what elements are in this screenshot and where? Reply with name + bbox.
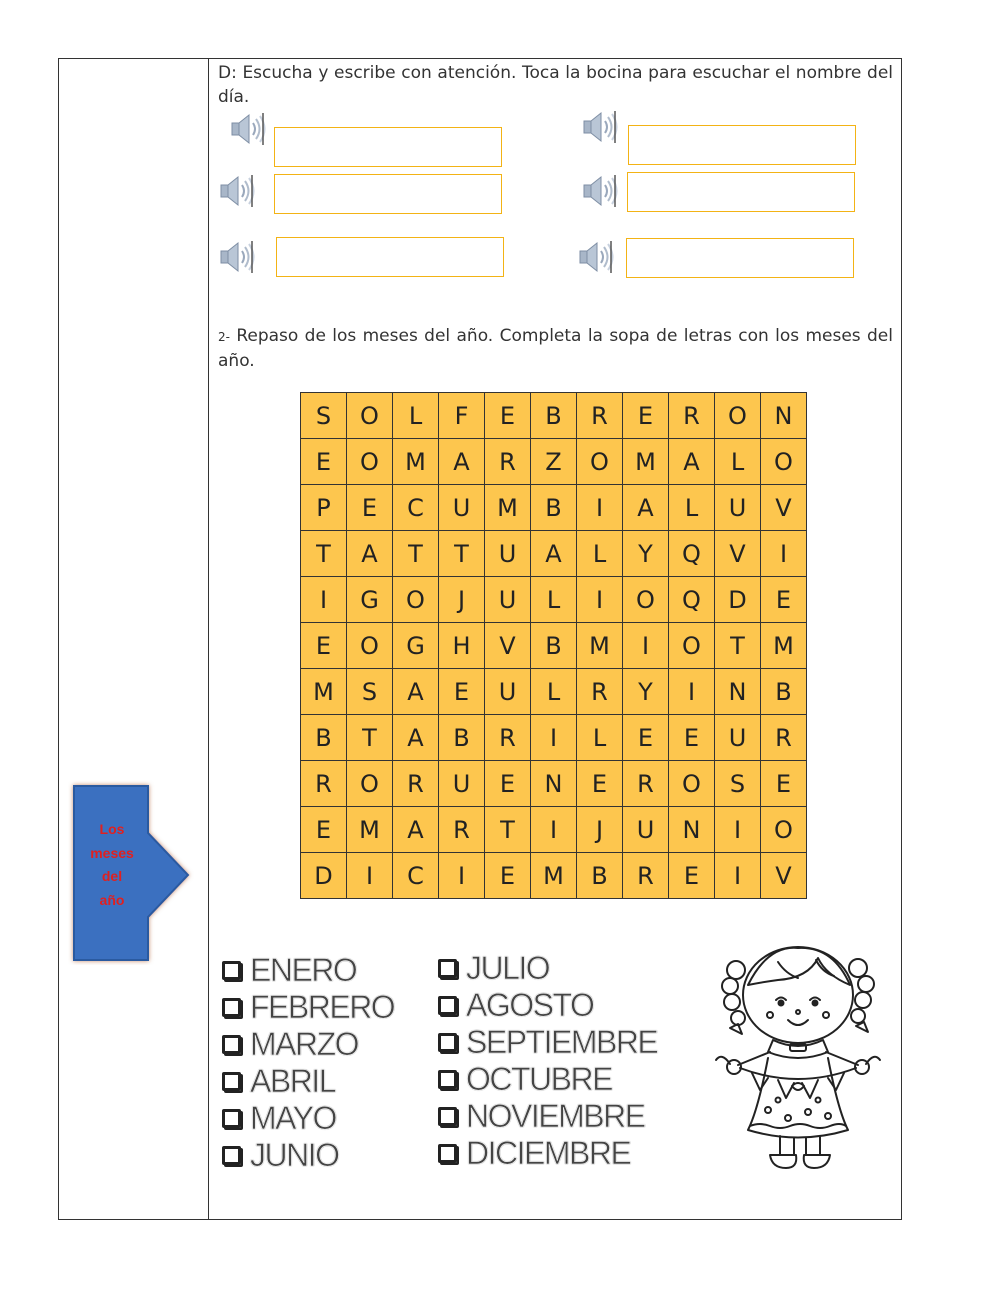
answer-box-6[interactable] xyxy=(626,238,854,278)
grid-cell[interactable]: B xyxy=(531,393,577,439)
girl-illustration xyxy=(708,940,890,1175)
grid-row xyxy=(301,853,807,899)
grid-row xyxy=(301,623,807,669)
grid-row xyxy=(301,439,807,485)
grid-cell[interactable]: I xyxy=(623,623,669,669)
grid-cell[interactable]: I xyxy=(347,853,393,899)
answer-box-3[interactable] xyxy=(274,174,502,214)
grid-cell[interactable]: M xyxy=(531,853,577,899)
grid-cell[interactable]: A xyxy=(531,531,577,577)
grid-cell[interactable]: U xyxy=(623,807,669,853)
grid-cell[interactable]: M xyxy=(301,669,347,715)
grid-cell[interactable]: C xyxy=(393,485,439,531)
month-item[interactable] xyxy=(438,950,657,987)
grid-cell[interactable]: I xyxy=(715,807,761,853)
grid-cell[interactable]: E xyxy=(623,715,669,761)
checkbox-icon[interactable] xyxy=(438,1070,457,1089)
grid-cell[interactable]: U xyxy=(439,761,485,807)
grid-cell[interactable]: J xyxy=(577,807,623,853)
grid-cell[interactable]: E xyxy=(761,577,807,623)
grid-cell[interactable]: T xyxy=(715,623,761,669)
grid-cell[interactable]: U xyxy=(439,485,485,531)
grid-cell[interactable]: I xyxy=(531,807,577,853)
grid-cell[interactable]: O xyxy=(623,577,669,623)
grid-cell[interactable]: B xyxy=(577,853,623,899)
checkbox-icon[interactable] xyxy=(438,1144,457,1163)
grid-cell[interactable]: R xyxy=(439,807,485,853)
grid-cell[interactable]: E xyxy=(485,853,531,899)
grid-cell[interactable]: E xyxy=(347,485,393,531)
grid-cell[interactable]: R xyxy=(669,393,715,439)
grid-cell[interactable]: I xyxy=(577,577,623,623)
grid-row xyxy=(301,715,807,761)
grid-cell[interactable]: O xyxy=(761,439,807,485)
grid-cell[interactable]: M xyxy=(623,439,669,485)
grid-cell[interactable]: U xyxy=(485,577,531,623)
grid-cell[interactable]: A xyxy=(393,715,439,761)
callout-line: meses xyxy=(90,844,134,861)
grid-cell[interactable]: N xyxy=(531,761,577,807)
month-label: ENERO xyxy=(250,952,357,988)
grid-cell[interactable]: O xyxy=(393,577,439,623)
grid-cell[interactable]: T xyxy=(485,807,531,853)
section-2-instruction xyxy=(218,324,893,373)
grid-cell[interactable]: B xyxy=(439,715,485,761)
checkbox-icon[interactable] xyxy=(438,1107,457,1126)
month-item[interactable] xyxy=(222,1100,394,1137)
month-item[interactable] xyxy=(222,1063,394,1100)
grid-cell[interactable]: A xyxy=(393,669,439,715)
grid-cell[interactable]: I xyxy=(761,531,807,577)
grid-cell[interactable]: Z xyxy=(531,439,577,485)
month-label: OCTUBRE xyxy=(466,1061,612,1097)
grid-cell[interactable]: O xyxy=(347,761,393,807)
grid-cell[interactable]: V xyxy=(761,853,807,899)
grid-cell[interactable]: O xyxy=(669,761,715,807)
checkbox-icon[interactable] xyxy=(222,1035,241,1054)
grid-cell[interactable]: R xyxy=(485,715,531,761)
grid-cell[interactable]: B xyxy=(761,669,807,715)
grid-cell[interactable]: Y xyxy=(623,669,669,715)
grid-cell[interactable]: T xyxy=(301,531,347,577)
grid-row xyxy=(301,531,807,577)
month-label: AGOSTO xyxy=(466,987,594,1023)
grid-cell[interactable]: E xyxy=(439,669,485,715)
grid-cell[interactable]: N xyxy=(761,393,807,439)
grid-cell[interactable]: D xyxy=(301,853,347,899)
grid-cell[interactable]: M xyxy=(393,439,439,485)
month-label: MAYO xyxy=(250,1100,336,1136)
month-item[interactable] xyxy=(222,952,394,989)
grid-row xyxy=(301,393,807,439)
month-label: FEBRERO xyxy=(250,989,395,1025)
speaker-icon[interactable] xyxy=(230,110,266,148)
grid-cell[interactable]: V xyxy=(485,623,531,669)
grid-cell[interactable]: L xyxy=(531,577,577,623)
checkbox-icon[interactable] xyxy=(222,1109,241,1128)
callout-line: del xyxy=(101,868,123,884)
grid-cell[interactable]: E xyxy=(485,393,531,439)
month-label: SEPTIEMBRE xyxy=(466,1024,658,1060)
grid-cell[interactable]: E xyxy=(669,853,715,899)
month-label: NOVIEMBRE xyxy=(466,1098,645,1134)
grid-cell[interactable]: Q xyxy=(669,531,715,577)
checkbox-icon[interactable] xyxy=(438,996,457,1015)
grid-cell[interactable]: I xyxy=(715,853,761,899)
grid-cell[interactable]: M xyxy=(347,807,393,853)
grid-cell[interactable]: B xyxy=(531,485,577,531)
section-2-number: 2- xyxy=(218,330,230,344)
month-list-right xyxy=(438,950,657,1172)
grid-cell[interactable]: O xyxy=(347,393,393,439)
grid-cell[interactable]: F xyxy=(439,393,485,439)
grid-cell[interactable]: G xyxy=(347,577,393,623)
grid-cell[interactable]: U xyxy=(715,715,761,761)
grid-cell[interactable]: R xyxy=(577,393,623,439)
grid-cell[interactable]: L xyxy=(715,439,761,485)
grid-row xyxy=(301,807,807,853)
grid-cell[interactable]: A xyxy=(393,807,439,853)
grid-cell[interactable]: U xyxy=(485,531,531,577)
grid-cell[interactable]: R xyxy=(623,761,669,807)
grid-cell[interactable]: O xyxy=(669,623,715,669)
word-search-grid xyxy=(300,392,807,899)
checkbox-icon[interactable] xyxy=(438,959,457,978)
grid-cell[interactable]: B xyxy=(531,623,577,669)
grid-cell[interactable]: D xyxy=(715,577,761,623)
grid-cell[interactable]: E xyxy=(623,393,669,439)
answer-box-4[interactable] xyxy=(627,172,855,212)
section-d-instruction: D: Escucha y escribe con atención. Toca la bocina para escuchar el nombre del día. xyxy=(218,63,893,107)
grid-cell[interactable]: I xyxy=(531,715,577,761)
grid-cell[interactable]: R xyxy=(485,439,531,485)
checkbox-icon[interactable] xyxy=(222,1146,241,1165)
grid-cell[interactable]: O xyxy=(715,393,761,439)
answer-box-5[interactable] xyxy=(276,237,504,277)
grid-cell[interactable]: M xyxy=(485,485,531,531)
grid-cell[interactable]: A xyxy=(347,531,393,577)
grid-cell[interactable]: V xyxy=(761,485,807,531)
grid-cell[interactable]: N xyxy=(669,807,715,853)
speaker-icon[interactable] xyxy=(578,238,614,276)
grid-cell[interactable]: S xyxy=(715,761,761,807)
callout-line: Los xyxy=(99,821,125,837)
grid-cell[interactable]: B xyxy=(301,715,347,761)
month-item[interactable] xyxy=(222,989,394,1026)
grid-cell[interactable]: S xyxy=(301,393,347,439)
grid-cell[interactable]: T xyxy=(347,715,393,761)
grid-cell[interactable]: C xyxy=(393,853,439,899)
grid-cell[interactable]: E xyxy=(301,623,347,669)
grid-cell[interactable]: Q xyxy=(669,577,715,623)
grid-cell[interactable]: R xyxy=(577,669,623,715)
speaker-icon[interactable] xyxy=(582,108,618,146)
month-item[interactable] xyxy=(438,1135,657,1172)
month-label: JULIO xyxy=(466,950,550,986)
grid-cell[interactable]: L xyxy=(393,393,439,439)
grid-cell[interactable]: G xyxy=(393,623,439,669)
grid-cell[interactable]: R xyxy=(623,853,669,899)
grid-cell[interactable]: T xyxy=(393,531,439,577)
grid-cell[interactable]: O xyxy=(347,439,393,485)
grid-cell[interactable]: Y xyxy=(623,531,669,577)
grid-cell[interactable]: A xyxy=(439,439,485,485)
grid-cell[interactable]: J xyxy=(439,577,485,623)
grid-cell[interactable]: A xyxy=(623,485,669,531)
answer-box-1[interactable] xyxy=(274,127,502,167)
grid-cell[interactable]: L xyxy=(577,531,623,577)
grid-cell[interactable]: E xyxy=(761,761,807,807)
checkbox-icon[interactable] xyxy=(222,998,241,1017)
grid-cell[interactable]: E xyxy=(577,761,623,807)
grid-cell[interactable]: U xyxy=(485,669,531,715)
month-label: JUNIO xyxy=(250,1137,339,1173)
grid-cell[interactable]: I xyxy=(439,853,485,899)
grid-cell[interactable]: O xyxy=(347,623,393,669)
column-divider xyxy=(208,58,209,1220)
grid-cell[interactable]: S xyxy=(347,669,393,715)
grid-cell[interactable]: M xyxy=(761,623,807,669)
callout-label xyxy=(74,818,150,912)
grid-cell[interactable]: L xyxy=(577,715,623,761)
section-2-text: Repaso de los meses del año. Completa la sopa de letras con los meses del año. xyxy=(218,326,893,371)
grid-row xyxy=(301,761,807,807)
checkbox-icon[interactable] xyxy=(438,1033,457,1052)
grid-cell[interactable]: R xyxy=(393,761,439,807)
month-item[interactable] xyxy=(438,987,657,1024)
grid-cell[interactable]: E xyxy=(301,439,347,485)
month-item[interactable] xyxy=(438,1061,657,1098)
grid-cell[interactable]: H xyxy=(439,623,485,669)
grid-cell[interactable]: R xyxy=(761,715,807,761)
grid-cell[interactable]: A xyxy=(669,439,715,485)
grid-cell[interactable]: O xyxy=(577,439,623,485)
checkbox-icon[interactable] xyxy=(222,961,241,980)
grid-cell[interactable]: M xyxy=(577,623,623,669)
month-label: ABRIL xyxy=(250,1063,335,1099)
grid-cell[interactable]: N xyxy=(715,669,761,715)
grid-cell[interactable]: U xyxy=(715,485,761,531)
grid-cell[interactable]: V xyxy=(715,531,761,577)
grid-row xyxy=(301,669,807,715)
speaker-icon[interactable] xyxy=(582,172,618,210)
grid-cell[interactable]: I xyxy=(669,669,715,715)
month-item[interactable] xyxy=(438,1098,657,1135)
speaker-icon[interactable] xyxy=(219,238,255,276)
month-label: MARZO xyxy=(250,1026,359,1062)
grid-cell[interactable]: L xyxy=(531,669,577,715)
grid-row xyxy=(301,485,807,531)
month-list-left xyxy=(222,952,394,1174)
speaker-icon[interactable] xyxy=(219,172,255,210)
grid-cell[interactable]: O xyxy=(761,807,807,853)
month-item[interactable] xyxy=(222,1137,394,1174)
month-label: DICIEMBRE xyxy=(466,1135,631,1171)
grid-cell[interactable]: I xyxy=(577,485,623,531)
grid-cell[interactable]: P xyxy=(301,485,347,531)
month-item[interactable] xyxy=(438,1024,657,1061)
grid-cell[interactable]: I xyxy=(301,577,347,623)
grid-cell[interactable]: E xyxy=(485,761,531,807)
grid-cell[interactable]: T xyxy=(439,531,485,577)
answer-box-2[interactable] xyxy=(628,125,856,165)
month-item[interactable] xyxy=(222,1026,394,1063)
callout-line: año xyxy=(99,891,125,908)
checkbox-icon[interactable] xyxy=(222,1072,241,1091)
grid-cell[interactable]: E xyxy=(301,807,347,853)
grid-row xyxy=(301,577,807,623)
grid-cell[interactable]: E xyxy=(669,715,715,761)
grid-cell[interactable]: L xyxy=(669,485,715,531)
grid-cell[interactable]: R xyxy=(301,761,347,807)
